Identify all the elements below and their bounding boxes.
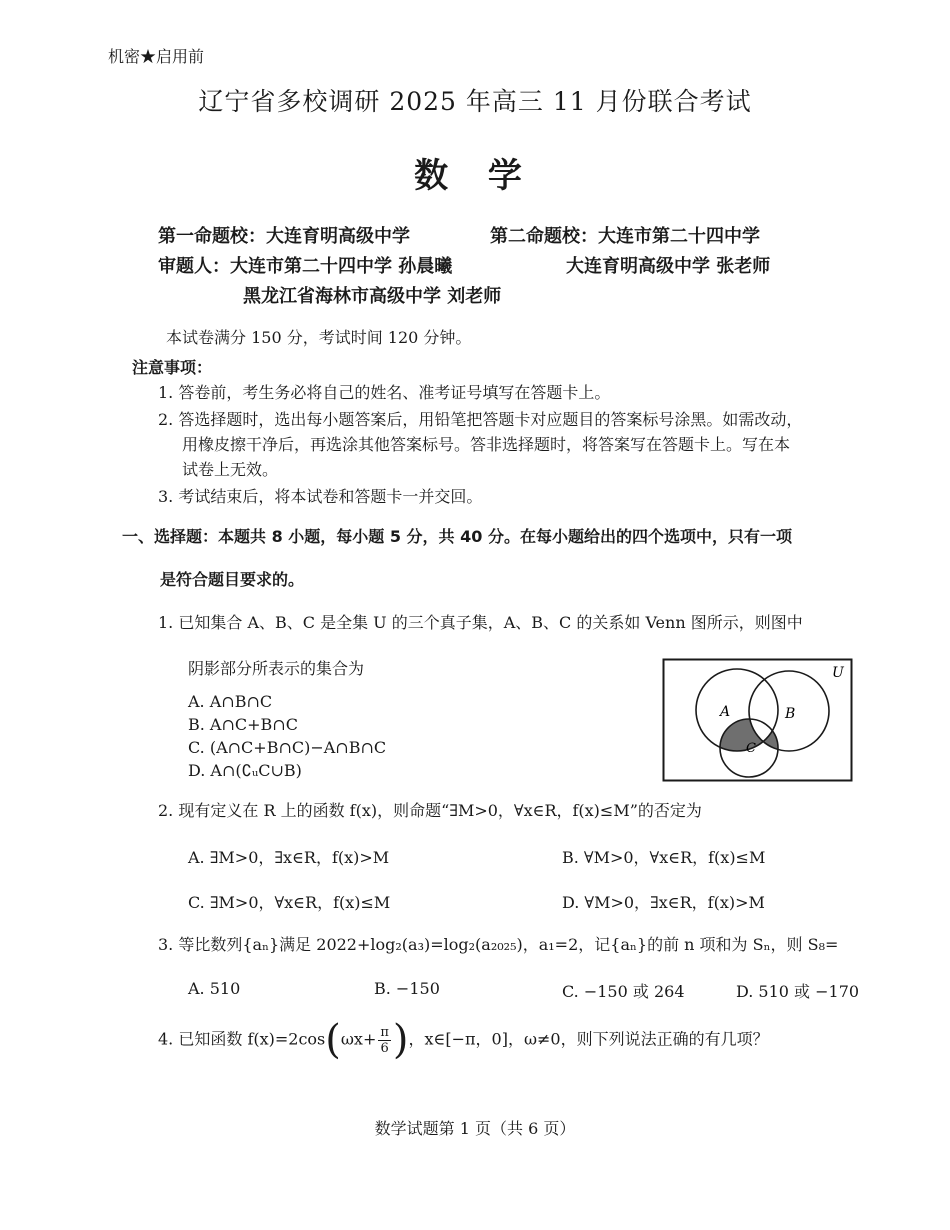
- q4-prefix: 4. 已知函数 f(x)=2cos: [158, 1029, 326, 1049]
- exam-title: 辽宁省多校调研 2025 年高三 11 月份联合考试: [198, 87, 752, 116]
- credit-first-school: 第一命题校：大连育明高级中学: [158, 226, 410, 247]
- notice-heading: 注意事项：: [132, 358, 213, 377]
- venn-label-b: B: [785, 706, 796, 722]
- notice-item-2: 2. 答选择题时，选出每小题答案后，用铅笔把答题卡对应题目的答案标号涂黑。如需改动，: [158, 410, 803, 429]
- q4-right-paren: ): [392, 1017, 409, 1063]
- credit-second-school: 第二命题校：大连市第二十四中学: [490, 226, 760, 247]
- confidential-label: 机密★启用前: [108, 47, 205, 66]
- notice-intro: 本试卷满分 150 分，考试时间 120 分钟。: [166, 328, 472, 347]
- q1-stem: 1. 已知集合 A、B、C 是全集 U 的三个真子集，A、B、C 的关系如 Venn 图所示，则图中: [158, 613, 803, 632]
- q1-option-a: A. A∩B∩C: [188, 692, 273, 711]
- q3-option-a: A. 510: [188, 979, 241, 998]
- q3-stem: 3. 等比数列{aₙ}满足 2022+log₂(a₃)=log₂(a₂₀₂₅)，a₁=2，记{aₙ}的前 n 项和为 Sₙ，则 S₈=: [158, 935, 839, 954]
- q2-option-b: B. ∀M>0，∀x∈R，f(x)≤M: [562, 848, 766, 867]
- venn-label-a: A: [720, 704, 731, 720]
- notice-item-1: 1. 答卷前，考生务必将自己的姓名、准考证号填写在答题卡上。: [158, 383, 611, 402]
- credit-reviewer-1: 审题人：大连市第二十四中学 孙晨曦: [158, 256, 453, 277]
- q2-option-d: D. ∀M>0，∃x∈R，f(x)>M: [562, 893, 765, 912]
- q2-stem: 2. 现有定义在 R 上的函数 f(x)，则命题“∃M>0，∀x∈R，f(x)≤M”的否定为: [158, 801, 702, 820]
- q1-option-b: B. A∩C+B∩C: [188, 715, 298, 734]
- section-1-heading-cont: 是符合题目要求的。: [160, 570, 305, 589]
- q3-option-c: C. −150 或 264: [562, 982, 685, 1001]
- notice-item-3: 3. 考试结束后，将本试卷和答题卡一并交回。: [158, 487, 483, 506]
- venn-diagram: [662, 658, 854, 784]
- q1-option-d: D. A∩(∁ᵤC∪B): [188, 761, 302, 780]
- venn-label-u: U: [832, 665, 844, 681]
- notice-item-2-cont: 用橡皮擦干净后，再选涂其他答案标号。答非选择题时，将答案写在答题卡上。写在本: [182, 435, 791, 454]
- q4-left-paren: (: [325, 1017, 341, 1063]
- q4-frac-num: π: [380, 1024, 389, 1040]
- q4-inner: ωx+: [340, 1029, 377, 1049]
- section-1-heading: 一、选择题：本题共 8 小题，每小题 5 分，共 40 分。在每小题给出的四个选项中，只有一项: [122, 527, 792, 546]
- q4-frac-den: 6: [380, 1040, 389, 1056]
- subject-title: 数 学: [414, 156, 536, 196]
- q3-option-d: D. 510 或 −170: [736, 982, 860, 1001]
- q4-suffix: ，x∈[−π，0]，ω≠0，则下列说法正确的有几项？: [408, 1029, 769, 1049]
- q1-stem-cont: 阴影部分所表示的集合为: [188, 659, 365, 678]
- credit-reviewer-3: 黑龙江省海林市高级中学 刘老师: [243, 286, 502, 307]
- page-footer: 数学试题第 1 页（共 6 页）: [374, 1119, 576, 1138]
- q4-fraction: [378, 1025, 391, 1056]
- q1-option-c: C. (A∩C+B∩C)−A∩B∩C: [188, 738, 387, 757]
- notice-item-2-end: 试卷上无效。: [182, 460, 279, 479]
- credit-reviewer-2: 大连育明高级中学 张老师: [566, 256, 771, 277]
- q2-option-c: C. ∃M>0，∀x∈R，f(x)≤M: [188, 893, 391, 912]
- q4-stem: [158, 1017, 769, 1063]
- venn-label-c: C: [746, 741, 756, 756]
- q3-option-b: B. −150: [374, 979, 440, 998]
- q2-option-a: A. ∃M>0，∃x∈R，f(x)>M: [188, 848, 390, 867]
